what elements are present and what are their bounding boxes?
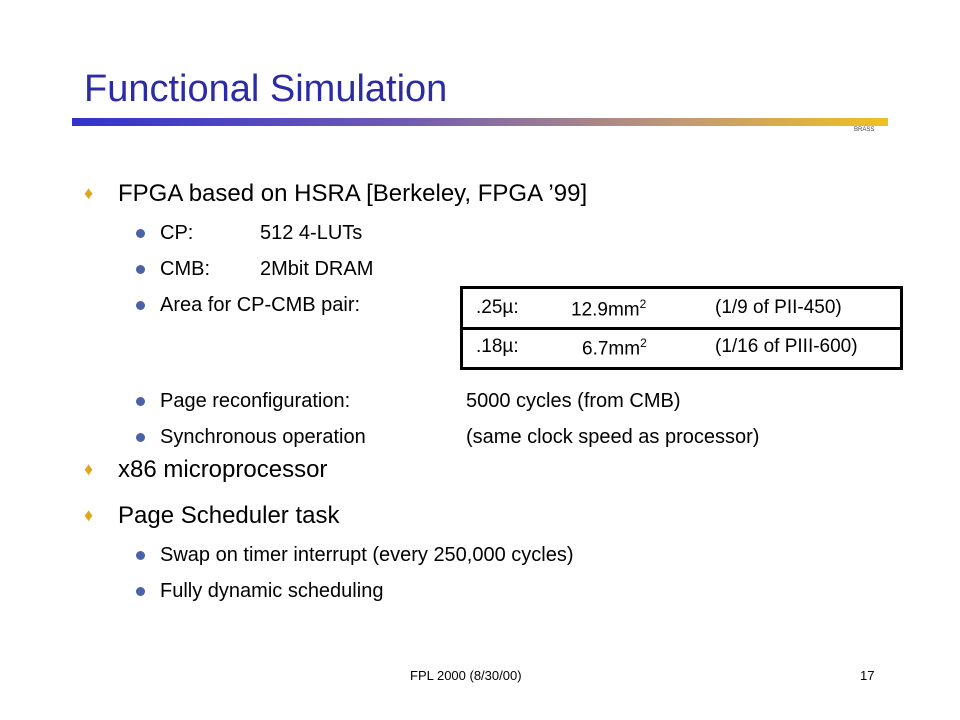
dot-bullet-icon (136, 265, 145, 274)
brass-tag: BRASS (854, 127, 875, 133)
diamond-bullet-icon: ♦ (84, 459, 94, 479)
page-number: 17 (860, 668, 875, 683)
bullet-x86 (84, 456, 327, 484)
bullet-scheduler (84, 502, 339, 530)
bullet-scheduler-text: Page Scheduler task (118, 502, 340, 529)
area-label: Area for CP-CMB pair: (160, 294, 361, 316)
diamond-bullet-icon: ♦ (84, 505, 94, 525)
dot-bullet-icon (136, 229, 145, 238)
table-row-2-area: $6.7mm^2$ (582, 336, 647, 360)
swap-text: Swap on timer interrupt (every 250,000 cycles) (160, 544, 574, 566)
bullet-fpga-text: FPGA based on HSRA [Berkeley, FPGA ’99] (118, 180, 588, 207)
table-row-1-note: (1/9 of PII-450) (715, 297, 842, 318)
diamond-bullet-icon: ♦ (84, 183, 94, 203)
table-row-1-process: .25µ: (476, 297, 519, 318)
bullet-x86-text: x86 microprocessor (118, 456, 328, 483)
bullet-fpga (84, 180, 587, 208)
cmb-label: CMB: (160, 258, 210, 280)
sync-value: (same clock speed as processor) (466, 426, 760, 448)
page-reconf-value: 5000 cycles (from CMB) (466, 390, 681, 412)
dynamic-text: Fully dynamic scheduling (160, 580, 384, 602)
table-row-2-process: .18µ: (476, 336, 519, 357)
dot-bullet-icon (136, 301, 145, 310)
table-row-2-note: (1/16 of PIII-600) (715, 336, 858, 357)
cmb-value: 2Mbit DRAM (260, 258, 374, 280)
footer-text: FPL 2000 (8/30/00) (410, 668, 522, 683)
title-underline (72, 118, 888, 126)
table-divider (463, 327, 900, 330)
sync-label: Synchronous operation (160, 426, 366, 448)
dot-bullet-icon (136, 551, 145, 560)
page-reconf-label: Page reconfiguration: (160, 390, 351, 412)
slide-title: Functional Simulation (84, 68, 448, 110)
dot-bullet-icon (136, 587, 145, 596)
table-row-1-area: $12.9mm^2$ (571, 297, 647, 321)
dot-bullet-icon (136, 397, 145, 406)
cp-label: CP: (160, 222, 194, 244)
cp-value: 512 4-LUTs (260, 222, 363, 244)
dot-bullet-icon (136, 433, 145, 442)
area-table (460, 286, 903, 370)
